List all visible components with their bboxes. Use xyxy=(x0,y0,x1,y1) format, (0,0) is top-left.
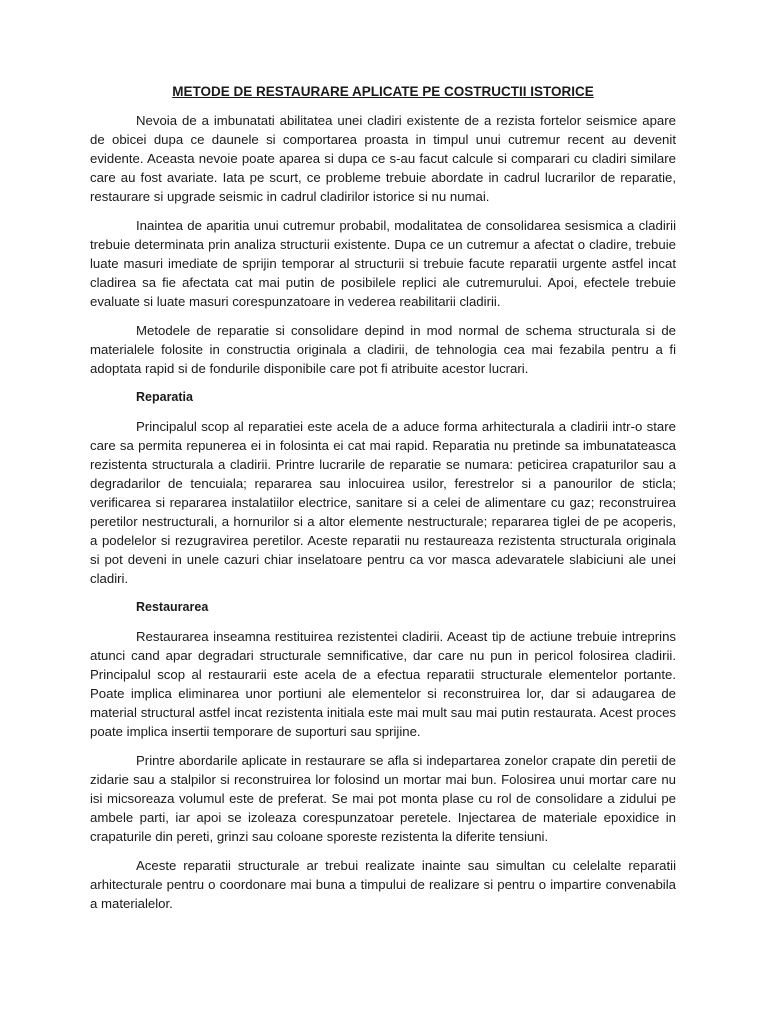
document-title: METODE DE RESTAURARE APLICATE PE COSTRUCTII ISTORICE xyxy=(172,84,594,99)
section-heading-restaurarea: Restaurarea xyxy=(136,600,209,614)
intro-paragraph-2: Inaintea de aparitia unui cutremur probabil, modalitatea de consolidarea sesismica a cladirii trebuie determinata prin analiza structurii existente. Dupa ce un cutremur a afectat o cladire, trebuie luate masuri imediate de sprijin temporar al structurii si trebuie facute reparatii urgente astfel incat cladirea sa fie afectata cat mai putin de posibilele replici ale cutremurului. Apoi, efectele trebuie evaluate si luate masuri corespunzatoare in vederea reabilitarii cladirii. xyxy=(90,218,676,309)
reparatia-paragraph-1: Principalul scop al reparatiei este acela de a aduce forma arhitecturala a cladirii intr-o stare care sa permita repunerea ei in folosinta ei cat mai rapid. Reparatia nu pretinde sa imbunatateasca rezistenta structurala a cladirii. Printre lucrarile de reparatie se numara: peticirea crapaturilor sau a degradarilor de tencuiala; repararea sau inlocuirea usilor, ferestrelor si a panourilor de sticla; verificarea si repararea instalatiilor electrice, sanitare si a celei de alimentare cu gaz; reconstruirea peretilor nestructurali, a hornurilor si a altor elemente nestructurale; repararea tiglei de pe acoperis, a podelelor si rezugravirea peretilor. Aceste reparatii nu restaureaza rezistenta structurala originala si pot deveni in unele cazuri chiar inselatoare pentru ca vor masca adevaratele slabiciuni ale unei cladiri. xyxy=(90,419,676,586)
intro-paragraph-3: Metodele de reparatie si consolidare depind in mod normal de schema structurala si de materialele folosite in constructia originala a cladirii, de tehnologia cea mai fezabila pentru a fi adoptata rapid si de fondurile disponibile care pot fi atribuite acestor lucrari. xyxy=(90,323,676,376)
intro-paragraph-1: Nevoia de a imbunatati abilitatea unei cladiri existente de a rezista fortelor seismice apare de obicei dupa ce daunele si comportarea proasta in timpul unui cutremur recent au devenit evidente. Aceasta nevoie poate aparea si dupa ce s-au facut calcule si comparari cu cladiri similare care au fost avariate. Iata pe scurt, ce probleme trebuie abordate in cadrul lucrarilor de reparatie, restaurare si upgrade seismic in cadrul cladirilor istorice si nu numai. xyxy=(90,113,676,204)
restaurarea-paragraph-3: Aceste reparatii structurale ar trebui realizate inainte sau simultan cu celelalte reparatii arhitecturale pentru o coordonare mai buna a timpului de realizare si pentru o impartire convenabila a materialelor. xyxy=(90,858,676,911)
section-heading-reparatia: Reparatia xyxy=(136,390,193,404)
restaurarea-paragraph-2: Printre abordarile aplicate in restaurare se afla si indepartarea zonelor crapate din peretii de zidarie sau a stalpilor si reconstruirea lor folosind un mortar mai bun. Folosirea unui mortar care nu isi micsoreaza volumul este de preferat. Se mai pot monta plase cu rol de consolidare a zidului pe ambele parti, iar apoi se izoleaza corespunzatoar peretele. Injectarea de materiale epoxidice in crapaturile din pereti, grinzi sau coloane sporeste rezistenta la diferite tensiuni. xyxy=(90,753,676,844)
restaurarea-paragraph-1: Restaurarea inseamna restituirea rezistentei cladirii. Aceast tip de actiune trebuie intreprins atunci cand apar degradari structurale semnificative, dar care nu pun in pericol folosirea cladirii. Principalul scop al restaurarii este acela de a efectua reparatii structurale elementelor portante. Poate implica eliminarea unor portiuni ale elementelor si reconstruirea lor, dar si adaugarea de material structural astfel incat rezistenta initiala este mai mult sau mai putin restaurata. Acest proces poate implica insertii temporare de suporturi sau sprijine. xyxy=(90,629,676,739)
